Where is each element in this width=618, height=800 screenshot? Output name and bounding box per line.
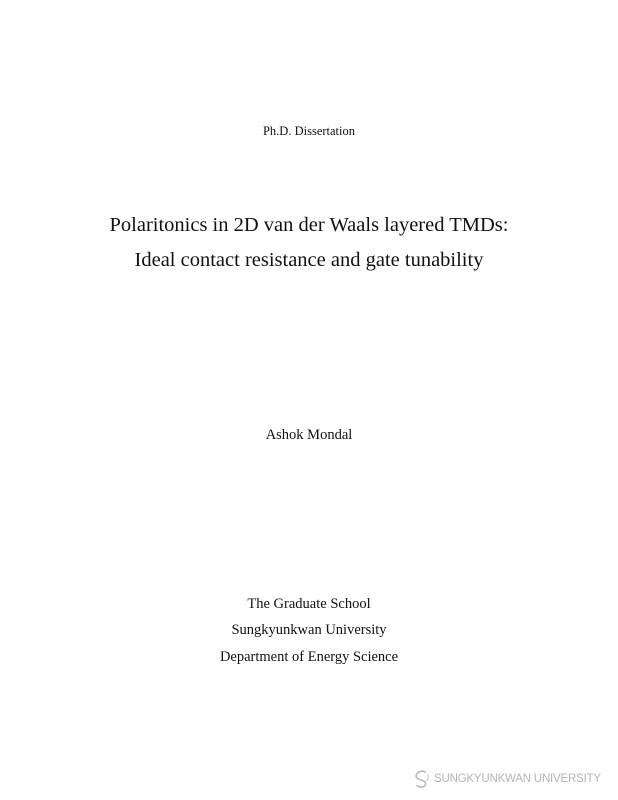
title-line-1: Polaritonics in 2D van der Waals layered TMDs: [109,214,509,236]
affiliation-graduate-school: The Graduate School [247,596,371,612]
title-line-2: Ideal contact resistance and gate tunability [134,249,484,271]
document-type-label: Ph.D. Dissertation [262,124,355,138]
affiliation-department: Department of Energy Science [219,649,399,665]
watermark-text: SUNGKYUNKWAN UNIVERSITY [434,773,601,785]
author-name: Ashok Mondal [265,427,353,443]
university-watermark [413,768,601,790]
affiliation-university: Sungkyunkwan University [231,622,387,638]
university-logo-icon [413,769,431,789]
